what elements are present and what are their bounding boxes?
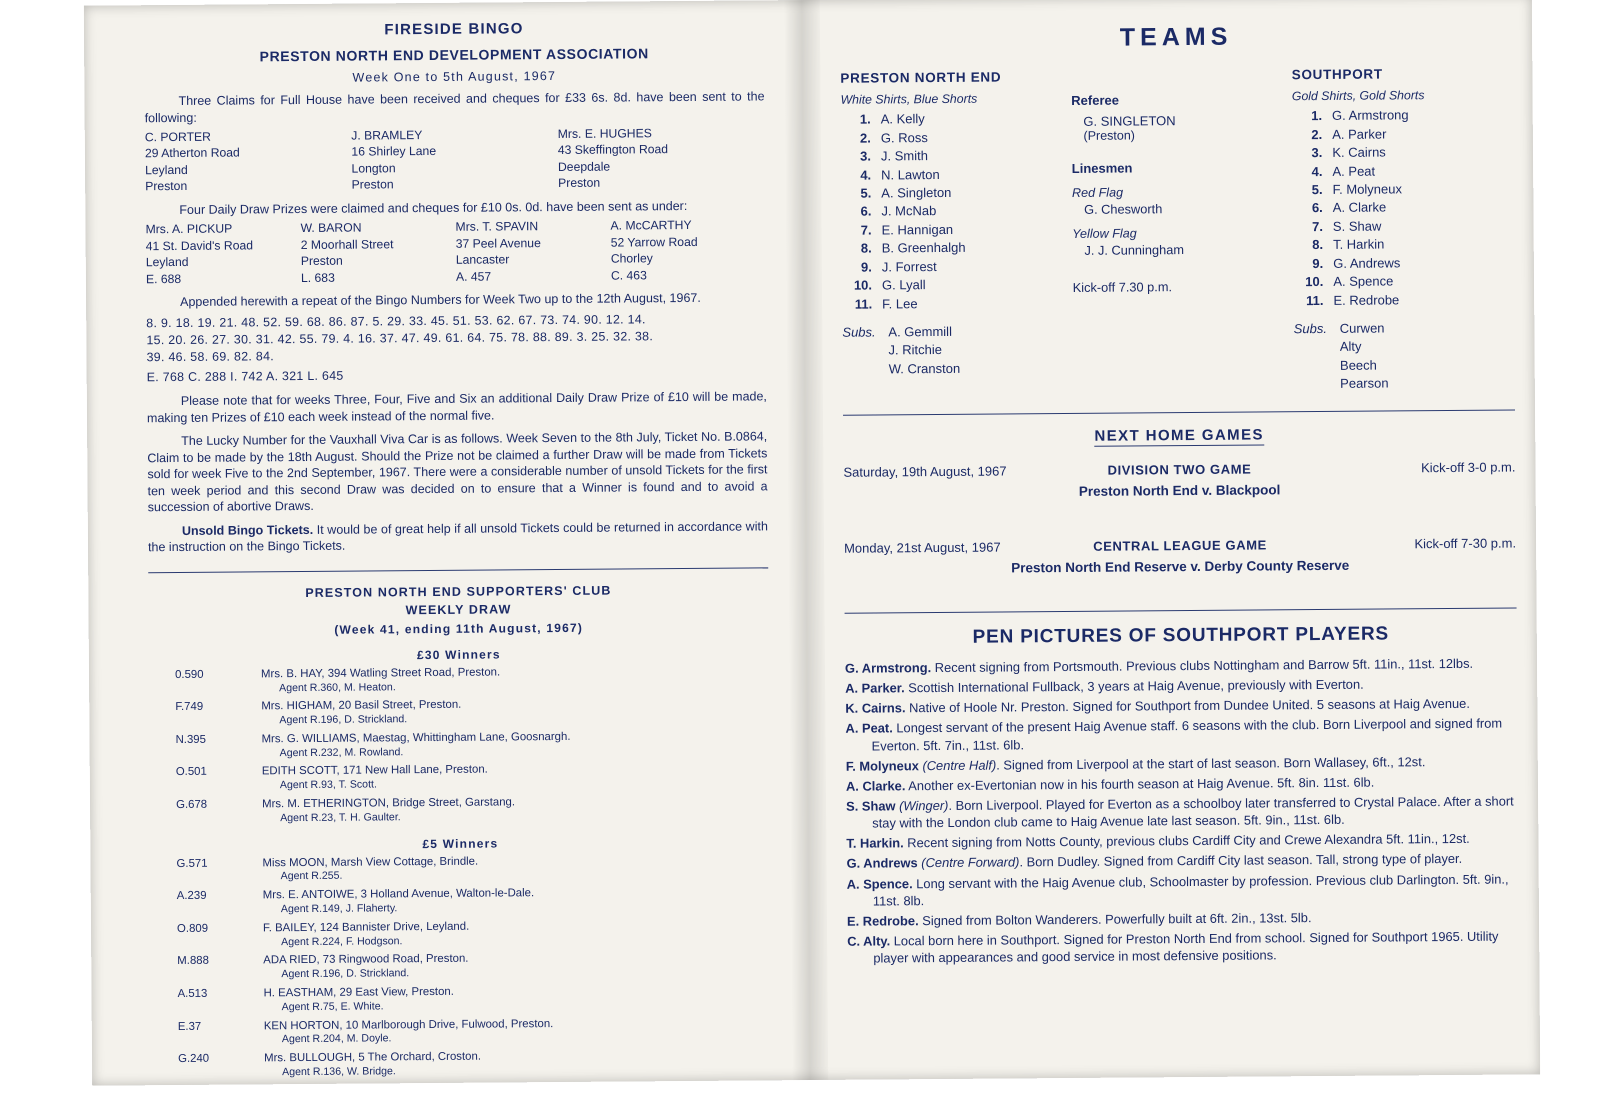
winner-address-1: 37 Peel Avenue <box>455 235 541 251</box>
extra-prize-paragraph: Please note that for weeks Three, Four, Five and Six an additional Daily Draw Prize of £10 will be made, making ten Prizes of £10 each week instead of the normal five. <box>146 389 767 425</box>
winner-details: Mrs. E. ANTOIWE, 3 Holland Avenue, Walton-le-Dale. <box>262 887 535 902</box>
pen-player-text: . Signed from Liverpool at the start of last season. Born Wallasey, 6ft., 12st. <box>996 753 1426 773</box>
player-name: G. Lyall <box>881 277 926 293</box>
lucky-number-paragraph: The Lucky Number for the Vauxhall Viva Car is as follows. Week Seven to the 8th July, Ticket No. B.0864, Claim to be made by the 18th August. Should the Prize not be claimed a further Draw will be made from Tickets sold for week Five to the 2nd September, 1967. There were a considerable number of unsold Tickets for the first ten week period and this second Draw was decided on to ensure that a Winner is found and to avoid a succession of abortive Draws. <box>147 429 768 515</box>
agent-details: Agent R.232, M. Rowland. <box>279 745 404 759</box>
pen-player-name: G. Andrews <box>846 855 918 872</box>
sub-name: Pearson <box>1340 375 1389 391</box>
next-game-1 <box>843 459 1515 522</box>
player-row <box>1293 272 1514 292</box>
weekly-draw-title: WEEKLY DRAW <box>405 602 512 617</box>
player-number: 3. <box>1311 145 1323 161</box>
section-divider <box>843 409 1515 415</box>
player-name: E. Redrobe <box>1333 292 1400 308</box>
pen-player-name: A. Peat. <box>845 720 893 737</box>
unsold-tickets-text: It would be of great help if all unsold Tickets could be returned in accordance with the instruction on the Bingo Tickets. <box>147 519 768 555</box>
pen-player-text: Longest servant of the present Haig Avenue staff. 6 seasons with the club. Born Liverpool and signed from Everton. 5ft. 7in., 11st. 6lb. <box>871 715 1503 754</box>
winner-name: Mrs. T. SPAVIN <box>455 219 539 235</box>
winner-address-2: Longton <box>351 161 396 176</box>
agent-details: Agent R.75, E. White. <box>281 1000 384 1014</box>
pen-picture-entry <box>847 870 1519 910</box>
player-name: S. Shaw <box>1332 218 1382 234</box>
daily-draw-paragraph: Four Daily Draw Prizes were claimed and cheques for £10 0s. 0d. have been sent as under: <box>179 198 688 217</box>
player-number: 11. <box>1306 292 1324 308</box>
pen-player-text: Long servant with the Haig Avenue club, Schoolmaster by profession. Previous club Darlington. 5ft. 9in., 11st. 8lb. <box>872 871 1509 909</box>
winner-entry <box>300 219 456 286</box>
player-number: 5. <box>1311 181 1323 198</box>
player-number: 4. <box>860 167 872 183</box>
player-number: 1. <box>1311 108 1323 124</box>
game-date: Saturday, 19th August, 1967 <box>843 463 1007 480</box>
pen-player-text: Native of Hoole Nr. Preston. Signed for Southport from Dundee United. 5 seasons at Haig Avenue. <box>905 696 1470 716</box>
player-name: J. Smith <box>880 148 929 164</box>
player-number: 7. <box>1311 218 1323 234</box>
player-row <box>1292 143 1513 163</box>
winner-address-1: 41 St. David's Road <box>145 238 254 254</box>
player-name: K. Cairns <box>1332 144 1386 160</box>
sub-name: J. Ritchie <box>888 342 943 358</box>
pen-picture-entry <box>845 715 1517 755</box>
winner-details: Mrs. B. HAY, 394 Watling Street Road, Preston. <box>260 666 501 681</box>
winner-details: Mrs. G. WILLIAMS, Maestag, Whittingham Lane, Goosnargh. <box>261 730 571 746</box>
player-number: 2. <box>859 130 871 146</box>
player-row <box>1292 124 1513 144</box>
winner-details: Miss MOON, Marsh View Cottage, Brindle. <box>262 855 479 869</box>
referee-name: G. SINGLETON <box>1083 113 1176 129</box>
pen-picture-entry <box>845 654 1517 676</box>
ticket-code: A.239 <box>176 890 207 903</box>
pen-picture-entry <box>847 907 1519 929</box>
sub-name: W. Cranston <box>888 360 961 376</box>
pen-player-name: C. Alty. <box>847 933 891 949</box>
next-home-games-heading-text: NEXT HOME GAMES <box>1094 426 1264 445</box>
fireside-bingo-title: FIRESIDE BINGO <box>384 20 524 39</box>
match-officials-column <box>1061 67 1294 395</box>
away-team-subs <box>1294 319 1515 393</box>
player-row <box>1293 198 1514 218</box>
next-home-games-heading <box>843 424 1515 448</box>
match-kickoff-time: Kick-off 7.30 p.m. <box>1072 279 1173 295</box>
pen-picture-entry <box>845 695 1517 717</box>
player-name: E. Hannigan <box>881 221 954 238</box>
player-number: 8. <box>860 240 872 256</box>
winner-address-2: Lancaster <box>455 252 510 268</box>
pen-pictures-list <box>845 654 1519 967</box>
winner-address-3: Preston <box>558 176 601 191</box>
winner-name: J. BRAMLEY <box>351 128 423 143</box>
pen-picture-entry <box>846 772 1518 794</box>
referee-town: (Preston) <box>1083 128 1135 143</box>
player-row <box>842 257 1063 277</box>
winner-address-1: 43 Skeffington Road <box>557 142 669 158</box>
teams-heading: TEAMS <box>1119 22 1233 52</box>
draw-winner-row <box>152 1048 772 1081</box>
pen-player-text: Local born here in Southport. Signed for Preston North End from school. Signed for Southport 1965. Utility player with appearances and good service in most defensive positions. <box>873 928 1499 966</box>
thirty-pound-winners-heading: £30 Winners <box>416 647 501 662</box>
home-team-subs <box>842 322 1063 378</box>
player-name: J. McNab <box>881 203 937 219</box>
pen-player-text: Recent signing from Notts County, previous clubs Cardiff City and Crewe Alexandra 5ft. 11in., 12st. <box>903 831 1470 851</box>
winner-name: C. PORTER <box>144 129 212 145</box>
section-divider <box>845 607 1517 613</box>
pen-pictures-heading: PEN PICTURES OF SOUTHPORT PLAYERS <box>972 623 1389 648</box>
player-row <box>1293 253 1514 273</box>
player-row <box>1292 106 1513 126</box>
team-lineups <box>840 65 1515 396</box>
game-fixture: Preston North End Reserve v. Derby County Reserve <box>1011 557 1350 576</box>
ticket-code: G.571 <box>176 857 208 870</box>
winner-details: ADA RIED, 73 Ringwood Road, Preston. <box>263 953 469 967</box>
game-competition: CENTRAL LEAGUE GAME <box>1093 537 1267 554</box>
away-team-kit: Gold Shirts, Gold Shorts <box>1291 88 1425 104</box>
development-association-title: PRESTON NORTH END DEVELOPMENT ASSOCIATION <box>259 45 649 65</box>
player-row <box>1293 216 1514 236</box>
sub-name: Beech <box>1339 357 1377 373</box>
player-row <box>841 128 1062 148</box>
winner-details: Mrs. BULLOUGH, 5 The Orchard, Croston. <box>264 1050 482 1065</box>
pen-picture-entry <box>846 850 1518 872</box>
pen-player-name: S. Shaw <box>846 798 896 814</box>
player-name: N. Lawton <box>881 166 940 182</box>
game-date: Monday, 21st August, 1967 <box>844 539 1001 556</box>
player-name: A. Parker <box>1332 126 1387 142</box>
yellow-flag-label: Yellow Flag <box>1072 226 1137 241</box>
ticket-code: O.809 <box>176 922 209 935</box>
winner-details: KEN HORTON, 10 Marlborough Drive, Fulwood, Preston. <box>263 1017 554 1032</box>
bingo-ticket-line: E. 768 C. 288 I. 742 A. 321 L. 645 <box>146 368 344 385</box>
draw-winner-row <box>150 852 770 885</box>
winner-ticket: A. 457 <box>455 269 492 284</box>
pen-picture-entry <box>846 830 1518 852</box>
red-flag-label: Red Flag <box>1071 185 1124 200</box>
pen-player-role: (Winger) <box>895 797 949 814</box>
player-number: 7. <box>860 222 872 238</box>
player-name: G. Armstrong <box>1331 107 1409 124</box>
sub-name: Curwen <box>1339 320 1385 337</box>
winner-details: Mrs. M. ETHERINGTON, Bridge Street, Garstang. <box>262 796 516 811</box>
player-number: 5. <box>860 185 872 201</box>
player-name: G. Ross <box>880 129 928 146</box>
player-name: J. Forrest <box>881 258 937 275</box>
winner-entry <box>558 124 765 191</box>
player-name: B. Greenhalgh <box>881 240 966 256</box>
pen-picture-entry <box>846 752 1518 774</box>
unsold-tickets-label: Unsold Bingo Tickets. <box>181 522 314 538</box>
bingo-numbers-line: 39. 46. 58. 69. 82. 84. <box>146 349 275 365</box>
pen-player-text: Recent signing from Portsmouth. Previous clubs Nottingham and Barrow 5ft. 11in., 11st. 12lbs. <box>931 655 1474 675</box>
yellow-flag-linesman: J. J. Cunningham <box>1084 242 1185 258</box>
winner-name: A. McCARTHY <box>610 218 692 233</box>
player-row <box>842 294 1063 314</box>
winner-ticket: E. 688 <box>145 271 182 287</box>
pen-player-name: F. Molyneux <box>845 757 919 774</box>
sub-name: Alty <box>1339 339 1362 355</box>
pen-player-role: (Centre Forward) <box>917 854 1020 871</box>
winner-address-1: 16 Shirley Lane <box>351 144 437 160</box>
player-name: G. Andrews <box>1333 255 1401 271</box>
winner-entry <box>455 218 611 285</box>
ticket-code: G.240 <box>178 1052 210 1066</box>
pen-player-name: A. Parker. <box>845 680 905 696</box>
winner-address-1: 2 Moorhall Street <box>300 237 394 252</box>
player-row <box>841 183 1062 203</box>
player-row <box>841 109 1062 129</box>
player-number: 6. <box>1311 200 1323 216</box>
section-divider <box>148 567 768 573</box>
pen-player-role: (Centre Half) <box>918 757 997 773</box>
winner-entry <box>145 220 301 287</box>
player-name: A. Singleton <box>881 184 952 201</box>
winner-address-2: Deepdale <box>557 159 611 174</box>
draw-winner-row <box>151 950 771 983</box>
pen-player-name: T. Harkin. <box>846 835 904 852</box>
winner-address-2: Chorley <box>610 251 653 266</box>
pen-player-text: . Born Dudley. Signed from Cardiff City last season. Tall, strong type of player. <box>1019 851 1463 870</box>
agent-details: Agent R.196, D. Strickland. <box>279 713 408 727</box>
pen-player-text: Scottish International Fullback, 3 years at Haig Avenue, previously with Everton. <box>904 676 1364 696</box>
next-game-2 <box>844 535 1516 598</box>
player-number: 6. <box>860 203 872 220</box>
player-name: A. Peat <box>1332 163 1376 179</box>
draw-winner-row <box>152 1015 772 1048</box>
winner-address-3: Preston <box>351 177 394 193</box>
ticket-code: N.395 <box>175 733 207 746</box>
player-name: A. Clarke <box>1332 199 1387 216</box>
player-row <box>842 220 1063 240</box>
home-team-name: PRESTON NORTH END <box>840 69 1002 86</box>
player-number: 3. <box>860 148 872 164</box>
pen-picture-entry <box>846 792 1518 832</box>
player-name: A. Spence <box>1333 273 1394 290</box>
pen-player-name: E. Redrobe. <box>846 913 919 929</box>
game-fixture: Preston North End v. Blackpool <box>1078 482 1281 499</box>
game-competition: DIVISION TWO GAME <box>1107 461 1252 478</box>
player-row <box>842 238 1063 258</box>
game-kickoff: Kick-off 3-0 p.m. <box>1420 459 1516 476</box>
pen-player-text: . Born Liverpool. Played for Everton as a schoolboy later transferred to Crystal Palace. After a short stay with the London club came to Haig Avenue late last season. 5ft. 9in., 11st. 6lb. <box>872 793 1514 831</box>
ticket-code: A.513 <box>177 987 208 1001</box>
player-number: 4. <box>1311 163 1323 179</box>
subs-label: Subs. <box>1293 321 1328 337</box>
pen-player-name: K. Cairns. <box>845 700 906 716</box>
player-row <box>1293 179 1514 199</box>
player-name: T. Harkin <box>1332 236 1385 253</box>
pen-player-text: Signed from Bolton Wanderers. Powerfully built at 6ft. 2in., 13st. 5lb. <box>918 910 1312 929</box>
red-flag-linesman: G. Chesworth <box>1084 201 1163 217</box>
five-pound-winners-heading: £5 Winners <box>422 836 499 851</box>
bingo-numbers-line: 15. 20. 26. 27. 30. 31. 42. 55. 79. 4. 16. 37. 47. 49. 61. 64. 75. 78. 88. 89. 3. 25. 32. 38. <box>146 329 654 348</box>
home-team-column <box>840 69 1063 397</box>
player-number: 2. <box>1311 126 1323 142</box>
winner-ticket: L. 683 <box>300 270 335 285</box>
player-row <box>842 275 1063 295</box>
winner-details: F. BAILEY, 124 Bannister Drive, Leyland. <box>262 920 470 935</box>
left-page <box>84 0 802 1086</box>
agent-details: Agent R.23, T. H. Gaulter. <box>280 811 401 825</box>
winner-address-2: Leyland <box>145 162 188 178</box>
agent-details: Agent R.204, M. Doyle. <box>281 1032 392 1046</box>
agent-details: Agent R.255. <box>280 870 343 883</box>
player-row <box>841 165 1062 185</box>
pen-picture-entry <box>847 928 1519 968</box>
away-team-column <box>1292 65 1515 393</box>
programme-page <box>84 0 1540 1086</box>
player-row <box>1293 290 1514 310</box>
ticket-code: F.749 <box>175 701 204 714</box>
home-team-players <box>841 109 1063 314</box>
winner-name: Mrs. E. HUGHES <box>557 126 652 141</box>
agent-details: Agent R.224, F. Hodgson. <box>281 934 403 948</box>
draw-winner-row <box>151 885 771 918</box>
draw-winner-row <box>149 696 769 729</box>
winner-address-2: Preston <box>300 253 343 269</box>
right-page <box>820 0 1540 1080</box>
pen-player-name: A. Spence. <box>846 875 913 892</box>
ticket-code: M.888 <box>177 955 210 968</box>
ticket-code: 0.590 <box>174 668 204 681</box>
draw-winner-row <box>150 793 770 826</box>
full-house-claims-paragraph: Three Claims for Full House have been received and cheques for £33 6s. 8d. have been sent to the following: <box>144 89 765 125</box>
winner-address-1: 29 Atherton Road <box>144 145 240 161</box>
player-name: F. Lee <box>882 295 918 312</box>
ticket-code: O.501 <box>175 766 207 779</box>
unsold-tickets-paragraph <box>148 518 768 556</box>
player-row <box>841 201 1062 221</box>
linesmen-label: Linesmen <box>1071 160 1133 176</box>
player-name: A. Kelly <box>880 111 925 127</box>
player-number: 10. <box>1305 274 1324 290</box>
bingo-numbers-list <box>146 310 767 386</box>
player-number: 1. <box>859 111 871 127</box>
agent-details: Agent R.93, T. Scott. <box>279 778 377 792</box>
ticket-code: E.37 <box>177 1020 202 1033</box>
daily-draw-winners <box>145 217 765 288</box>
ticket-code: G.678 <box>176 798 208 812</box>
winner-details: EDITH SCOTT, 171 New Hall Lane, Preston. <box>261 764 488 778</box>
agent-details: Agent R.149, J. Flaherty. <box>280 902 398 916</box>
bingo-numbers-line: 8. 9. 18. 19. 21. 48. 52. 59. 68. 86. 87. 5. 29. 33. 45. 51. 53. 62. 67. 73. 74. 90. 12. 14. <box>146 312 646 330</box>
draw-winner-row <box>150 761 770 794</box>
player-number: 9. <box>860 259 872 275</box>
player-row <box>1293 235 1514 255</box>
winner-address-2: Leyland <box>145 255 189 270</box>
player-row <box>841 146 1062 166</box>
winner-address-1: 52 Yarrow Road <box>610 234 698 250</box>
pen-player-name: G. Armstrong. <box>844 659 932 676</box>
agent-details: Agent R.136, W. Bridge. <box>282 1065 396 1079</box>
player-number: 9. <box>1312 255 1324 271</box>
winner-details: H. EASTHAM, 29 East View, Preston. <box>263 985 454 1000</box>
game-kickoff: Kick-off 7-30 p.m. <box>1414 535 1517 552</box>
thirty-pound-winners-list <box>149 663 770 827</box>
agent-details: Agent R.360, M. Heaton. <box>279 680 396 694</box>
draw-winner-row <box>149 728 769 761</box>
pen-player-text: Another ex-Evertonian now in his fourth season at Haig Avenue. 5ft. 8in. 11st. 6lb. <box>905 774 1375 794</box>
agent-details: Agent R.196, D. Strickland. <box>281 967 410 981</box>
supporters-club-title: PRESTON NORTH END SUPPORTERS' CLUB <box>305 583 612 600</box>
player-number: 11. <box>854 296 873 312</box>
winner-entry <box>351 126 558 193</box>
pen-picture-entry <box>845 675 1517 697</box>
player-number: 10. <box>853 277 873 293</box>
pen-player-name: A. Clarke. <box>845 778 906 794</box>
full-house-winners <box>145 124 765 195</box>
winner-name: W. BARON <box>300 220 362 236</box>
away-team-players <box>1292 106 1514 311</box>
away-team-name: SOUTHPORT <box>1291 66 1383 83</box>
appended-numbers-paragraph: Appended herewith a repeat of the Bingo Numbers for Week Two up to the 12th August, 1967. <box>180 291 701 310</box>
home-team-kit: White Shirts, Blue Shorts <box>840 91 978 107</box>
winner-name: Mrs. A. PICKUP <box>145 221 233 237</box>
subs-label: Subs. <box>842 324 876 340</box>
draw-winner-row <box>151 982 771 1015</box>
winner-entry <box>610 217 766 284</box>
weekly-draw-week: (Week 41, ending 11th August, 1967) <box>334 620 584 637</box>
player-number: 8. <box>1312 237 1324 253</box>
winner-details: Mrs. HIGHAM, 20 Basil Street, Preston. <box>261 699 462 713</box>
player-row <box>1292 161 1513 181</box>
winner-entry <box>145 128 352 195</box>
sub-name: A. Gemmill <box>888 324 952 340</box>
winner-ticket: C. 463 <box>610 268 647 283</box>
player-name: F. Molyneux <box>1332 181 1403 197</box>
draw-winner-row <box>149 663 769 696</box>
winner-address-3: Preston <box>145 179 188 194</box>
referee-label: Referee <box>1071 92 1119 108</box>
five-pound-winners-list <box>150 852 772 1081</box>
draw-winner-row <box>151 917 771 950</box>
bingo-week-label: Week One to 5th August, 1967 <box>352 68 557 85</box>
